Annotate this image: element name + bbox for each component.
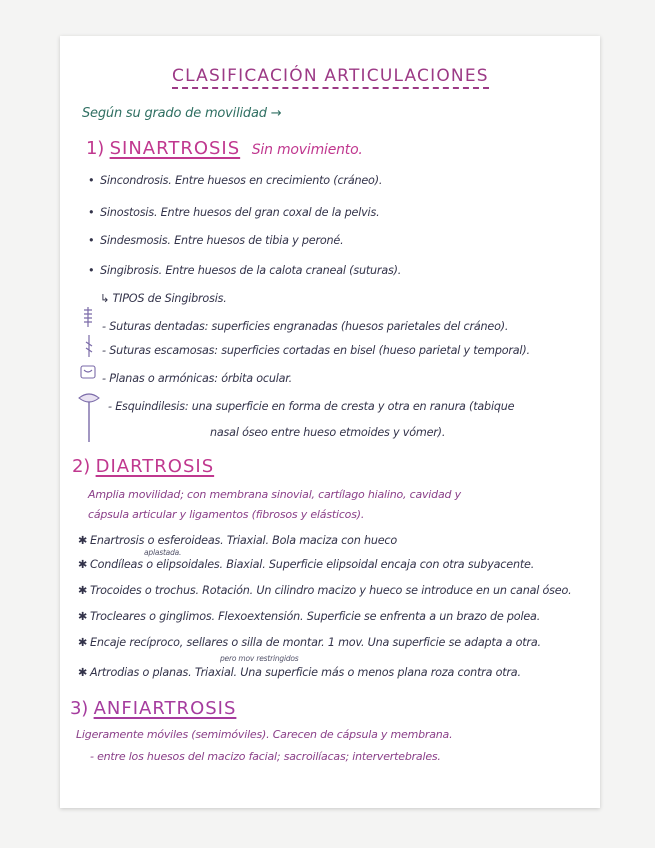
list-item: - Planas o armónicas: órbita ocular. [102,372,293,385]
list-item: ✱ Trocoides o trochus. Rotación. Un cilindro macizo y hueco se introduce en un canal óseo. [78,584,572,597]
list-item: • Singibrosis. Entre huesos de la calota craneal (suturas). [88,264,402,277]
notebook-page [60,36,600,808]
suture-escamosa-icon [84,334,94,358]
esquindilesis-icon [78,392,100,444]
description-line: Amplia movilidad; con membrana sinovial, cartílago hialino, cavidad y [88,488,461,501]
orbita-icon [80,364,96,380]
list-item: ✱ Condíleas o elipsoidales. Biaxial. Superficie elipsoidal encaja con otra subyacente. [78,558,535,571]
subheading-tipos: ↳ TIPOS de Singibrosis. [100,292,227,305]
annotation: aplastada. [144,548,182,557]
section-number: 3) [70,698,89,719]
list-item: - Esquindilesis: una superficie en forma de cresta y otra en ranura (tabique [108,400,515,413]
section-number: 1) [86,138,105,159]
section-name: ANFIARTROSIS [93,698,237,719]
description-line: - entre los huesos del macizo facial; sacroilíacas; intervertebrales. [90,750,441,763]
annotation: pero mov restringidos [220,654,299,663]
section-note: Sin movimiento. [251,142,363,158]
section-anfiartrosis-heading [70,698,236,719]
section-diartrosis-heading [72,456,214,477]
list-item: • Sindesmosis. Entre huesos de tibia y peroné. [88,234,344,247]
list-item: - Suturas escamosas: superficies cortadas en bisel (hueso parietal y temporal). [102,344,530,357]
suture-dentada-icon [82,306,94,328]
page-title: CLASIFICACIÓN ARTICULACIONES [172,66,489,89]
list-item: ✱ Trocleares o ginglimos. Flexoextensión. Superficie se enfrenta a un brazo de polea. [78,610,541,623]
list-item-continuation: nasal óseo entre hueso etmoides y vómer). [210,426,446,439]
subtitle: Según su grado de movilidad → [82,106,282,121]
section-name: SINARTROSIS [109,138,241,159]
description-line: cápsula articular y ligamentos (fibrosos y elásticos). [88,508,365,521]
section-name: DIARTROSIS [95,456,215,477]
arrow-icon: ↳ [100,292,113,305]
description-line: Ligeramente móviles (semimóviles). Carecen de cápsula y membrana. [76,728,453,741]
list-item: ✱ Enartrosis o esferoideas. Triaxial. Bola maciza con hueco [78,534,398,547]
list-item: - Suturas dentadas: superficies engranadas (huesos parietales del cráneo). [102,320,509,333]
list-item: ✱ Artrodias o planas. Triaxial. Una superficie más o menos plana roza contra otra. [78,666,521,679]
section-number: 2) [72,456,91,477]
list-item: • Sincondrosis. Entre huesos en crecimiento (cráneo). [88,174,383,187]
list-item: • Sinostosis. Entre huesos del gran coxal de la pelvis. [88,206,380,219]
list-item: ✱ Encaje recíproco, sellares o silla de montar. 1 mov. Una superficie se adapta a otra. [78,636,541,649]
section-sinartrosis-heading [86,138,363,159]
